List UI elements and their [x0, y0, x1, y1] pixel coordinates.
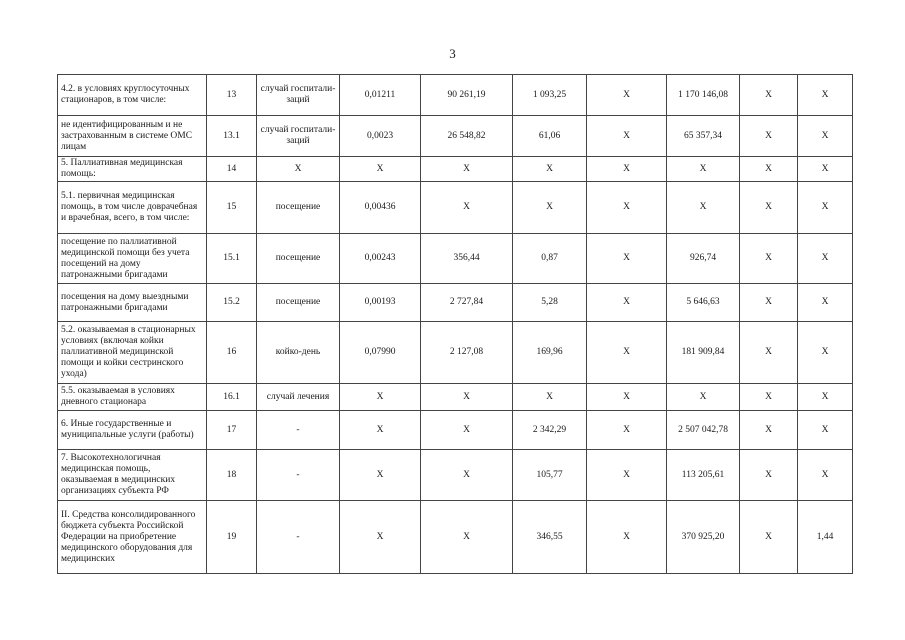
- data-cell: Х: [587, 450, 667, 501]
- row-number-cell: 15: [207, 182, 257, 234]
- data-cell: Х: [740, 501, 798, 574]
- table-row: [58, 75, 853, 116]
- table-row: [58, 157, 853, 182]
- data-cell: 181 909,84: [667, 322, 740, 384]
- data-cell: 169,96: [513, 322, 587, 384]
- unit-cell: -: [257, 450, 340, 501]
- data-cell: 2 507 042,78: [667, 411, 740, 450]
- data-cell: Х: [740, 450, 798, 501]
- data-cell: Х: [798, 234, 853, 284]
- data-cell: Х: [798, 450, 853, 501]
- row-name-cell: посещения на дому выездными патронажными бригадами: [58, 284, 207, 322]
- data-cell: Х: [587, 284, 667, 322]
- table-row: [58, 234, 853, 284]
- unit-cell: -: [257, 411, 340, 450]
- data-cell: Х: [340, 411, 421, 450]
- data-cell: Х: [513, 182, 587, 234]
- data-cell: Х: [798, 284, 853, 322]
- data-cell: Х: [798, 157, 853, 182]
- data-cell: 0,0023: [340, 116, 421, 157]
- table-row: [58, 450, 853, 501]
- table-row: [58, 384, 853, 411]
- data-cell: Х: [740, 411, 798, 450]
- data-cell: 2 727,84: [421, 284, 513, 322]
- data-cell: 0,07990: [340, 322, 421, 384]
- row-number-cell: 14: [207, 157, 257, 182]
- data-cell: Х: [587, 157, 667, 182]
- data-cell: 1 093,25: [513, 75, 587, 116]
- row-name-cell: 5. Паллиативная медицинская помощь:: [58, 157, 207, 182]
- data-cell: 105,77: [513, 450, 587, 501]
- data-cell: 1,44: [798, 501, 853, 574]
- data-cell: 926,74: [667, 234, 740, 284]
- unit-cell: случай госпитали-заций: [257, 75, 340, 116]
- data-cell: 113 205,61: [667, 450, 740, 501]
- data-cell: Х: [421, 501, 513, 574]
- row-name-cell: 5.2. оказываемая в стационарных условиях (включая койки паллиативной медицинской помощи и койки сестринского ухода): [58, 322, 207, 384]
- data-cell: 356,44: [421, 234, 513, 284]
- data-cell: Х: [798, 75, 853, 116]
- row-name-cell: не идентифицированным и не застрахованным в системе ОМС лицам: [58, 116, 207, 157]
- data-cell: Х: [667, 157, 740, 182]
- row-number-cell: 13.1: [207, 116, 257, 157]
- data-cell: Х: [421, 157, 513, 182]
- data-cell: 65 357,34: [667, 116, 740, 157]
- unit-cell: посещение: [257, 284, 340, 322]
- row-name-cell: 6. Иные государственные и муниципальные услуги (работы): [58, 411, 207, 450]
- data-cell: Х: [421, 450, 513, 501]
- table-row: [58, 322, 853, 384]
- data-cell: Х: [667, 384, 740, 411]
- data-cell: Х: [340, 157, 421, 182]
- row-number-cell: 17: [207, 411, 257, 450]
- row-number-cell: 16.1: [207, 384, 257, 411]
- data-cell: 0,00243: [340, 234, 421, 284]
- unit-cell: случай госпитали-заций: [257, 116, 340, 157]
- data-cell: 61,06: [513, 116, 587, 157]
- row-number-cell: 13: [207, 75, 257, 116]
- data-cell: 370 925,20: [667, 501, 740, 574]
- unit-cell: Х: [257, 157, 340, 182]
- data-cell: Х: [421, 384, 513, 411]
- data-cell: Х: [421, 411, 513, 450]
- data-cell: Х: [587, 234, 667, 284]
- data-cell: 0,01211: [340, 75, 421, 116]
- table-row: [58, 284, 853, 322]
- data-cell: Х: [740, 157, 798, 182]
- data-cell: Х: [740, 234, 798, 284]
- data-cell: Х: [740, 322, 798, 384]
- data-cell: Х: [587, 322, 667, 384]
- data-cell: Х: [340, 384, 421, 411]
- data-cell: Х: [798, 116, 853, 157]
- data-cell: 2 342,29: [513, 411, 587, 450]
- data-cell: Х: [740, 384, 798, 411]
- data-cell: Х: [513, 157, 587, 182]
- data-cell: Х: [340, 501, 421, 574]
- unit-cell: койко-день: [257, 322, 340, 384]
- data-cell: Х: [421, 182, 513, 234]
- data-cell: Х: [587, 116, 667, 157]
- data-cell: 5,28: [513, 284, 587, 322]
- data-cell: 1 170 146,08: [667, 75, 740, 116]
- row-number-cell: 15.1: [207, 234, 257, 284]
- row-number-cell: 18: [207, 450, 257, 501]
- unit-cell: посещение: [257, 234, 340, 284]
- row-name-cell: 5.5. оказываемая в условиях дневного стационара: [58, 384, 207, 411]
- table-row: [58, 501, 853, 574]
- data-cell: Х: [798, 411, 853, 450]
- row-number-cell: 16: [207, 322, 257, 384]
- row-name-cell: посещение по паллиативной медицинской помощи без учета посещений на дому патронажными бригадами: [58, 234, 207, 284]
- data-cell: Х: [798, 322, 853, 384]
- data-cell: Х: [798, 384, 853, 411]
- unit-cell: -: [257, 501, 340, 574]
- data-cell: 2 127,08: [421, 322, 513, 384]
- row-number-cell: 15.2: [207, 284, 257, 322]
- data-cell: Х: [587, 182, 667, 234]
- row-name-cell: 5.1. первичная медицинская помощь, в том числе доврачебная и врачебная, всего, в том числе:: [58, 182, 207, 234]
- table-row: [58, 182, 853, 234]
- data-cell: Х: [587, 384, 667, 411]
- data-cell: 346,55: [513, 501, 587, 574]
- data-cell: Х: [740, 116, 798, 157]
- data-cell: 5 646,63: [667, 284, 740, 322]
- data-cell: Х: [587, 501, 667, 574]
- data-cell: 0,87: [513, 234, 587, 284]
- data-cell: Х: [587, 411, 667, 450]
- data-cell: 0,00193: [340, 284, 421, 322]
- data-cell: Х: [667, 182, 740, 234]
- data-cell: 0,00436: [340, 182, 421, 234]
- table-row: [58, 411, 853, 450]
- data-cell: Х: [340, 450, 421, 501]
- data-cell: Х: [513, 384, 587, 411]
- data-cell: Х: [740, 75, 798, 116]
- data-cell: Х: [798, 182, 853, 234]
- row-number-cell: 19: [207, 501, 257, 574]
- data-cell: Х: [740, 284, 798, 322]
- page-number: 3: [449, 46, 456, 61]
- row-name-cell: II. Средства консолидированного бюджета субъекта Российской Федерации на приобретение медицинского оборудования для медицинских: [58, 501, 207, 574]
- data-cell: Х: [587, 75, 667, 116]
- data-cell: 90 261,19: [421, 75, 513, 116]
- financing-table: [57, 74, 853, 574]
- unit-cell: посещение: [257, 182, 340, 234]
- data-cell: Х: [740, 182, 798, 234]
- unit-cell: случай лечения: [257, 384, 340, 411]
- table-row: [58, 116, 853, 157]
- row-name-cell: 4.2. в условиях круглосуточных стационаров, в том числе:: [58, 75, 207, 116]
- row-name-cell: 7. Высокотехнологичная медицинская помощь, оказываемая в медицинских организациях субъекта РФ: [58, 450, 207, 501]
- data-cell: 26 548,82: [421, 116, 513, 157]
